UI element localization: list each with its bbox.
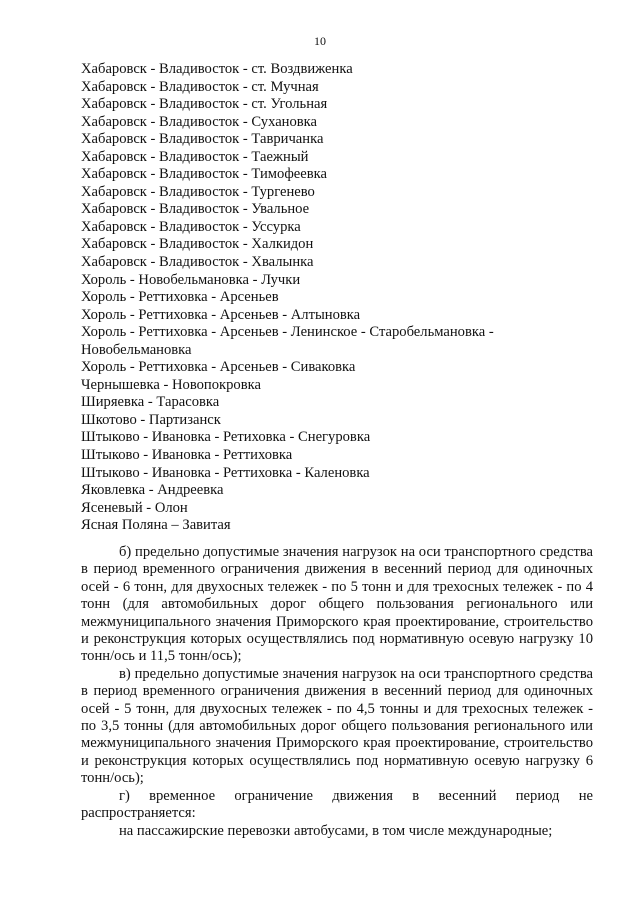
route-item: Хабаровск - Владивосток - ст. Угольная [81,96,328,113]
paragraph-b: б) предельно допустимые значения нагрузок на оси транспортного средства в период временного ограничения движения в весенний период для одиночных осей - 6 тонн, для двухосных тележек - по 5 тонн и для трехосных тележек - по 4 тонн (для автомобильных дорог общего пользования регионального или межмуниципального значения Приморского края проектирование, строительство и реконструкция которых осуществлялись под нормативную осевую нагрузку 10 тонн/ось и 11,5 тонн/ось); [81,544,593,665]
route-item: Яковлевка - Андреевка [81,482,224,499]
route-item: Штыково - Ивановка - Реттиховка [81,447,293,464]
route-item: Хабаровск - Владивосток - Тимофеевка [81,166,327,183]
paragraph-passenger-transport: на пассажирские перевозки автобусами, в том числе международные; [119,822,553,839]
route-item: Хабаровск - Владивосток - Сухановка [81,113,318,130]
route-item: Хабаровск - Владивосток - Тавричанка [81,131,324,148]
page-number: 10 [314,34,326,48]
route-item: Чернышевка - Новопокровка [81,376,261,393]
route-item: Штыково - Ивановка - Реттиховка - Каленовка [81,464,370,481]
route-item: Ширяевка - Тарасовка [81,394,220,411]
route-item: Штыково - Ивановка - Ретиховка - Снегуровка [81,429,371,446]
route-item: Шкотово - Партизанск [81,411,221,428]
route-item: Хабаровск - Владивосток - ст. Мучная [81,78,319,95]
route-item: Ясная Поляна – Завитая [81,517,231,534]
route-item: Хороль - Реттиховка - Арсеньев - Ленинское - Старобельмановка - Новобельмановка [81,324,494,358]
paragraph-v: в) предельно допустимые значения нагрузок на оси транспортного средства в период временного ограничения движения в весенний период для одиночных осей - 5 тонн, для двухосных тележек - по 4,5 тонны и для трехосных тележек - по 3,5 тонны (для автомобильных дорог общего пользования регионального или межмуниципального значения Приморского края проектирование, строительство и реконструкция которых осуществлялись под нормативную осевую нагрузку 6 тонн/ось); [81,665,593,787]
route-item: Хороль - Новобельмановка - Лучки [81,271,301,288]
route-item: Хабаровск - Владивосток - ст. Воздвиженка [81,61,353,77]
route-item: Хабаровск - Владивосток - Таежный [81,148,309,165]
route-item: Ясеневый - Олон [81,499,188,516]
route-item: Хабаровск - Владивосток - Халкидон [81,236,314,253]
route-item: Хабаровск - Владивосток - Хвалынка [81,254,314,271]
paragraph-g: г) временное ограничение движения в весенний период не распространяется: [81,787,593,822]
route-item: Хабаровск - Владивосток - Уссурка [81,218,301,235]
route-list [81,61,551,535]
route-item: Хороль - Реттиховка - Арсеньев - Сиваковка [81,359,356,376]
route-item: Хабаровск - Владивосток - Увальное [81,201,310,218]
route-item: Хороль - Реттиховка - Арсеньев [81,289,279,306]
route-item: Хороль - Реттиховка - Арсеньев - Алтыновка [81,306,361,323]
route-item: Хабаровск - Владивосток - Тургенево [81,183,315,200]
body-text [81,544,593,840]
